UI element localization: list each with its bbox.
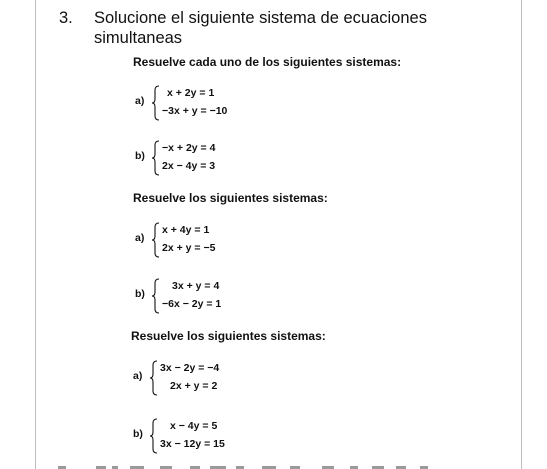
problem-label: a) <box>133 370 143 382</box>
problem-3b <box>133 418 333 454</box>
left-brace-icon <box>151 278 161 314</box>
right-margin-rule <box>521 0 522 469</box>
section-heading-2: Resuelve los siguientes sistemas: <box>133 191 328 205</box>
problem-label: b) <box>135 288 145 300</box>
problem-label: a) <box>135 95 145 107</box>
problem-label: a) <box>135 232 145 244</box>
left-brace-icon <box>151 222 161 258</box>
equation-1: x + 2y = 1 <box>167 87 215 99</box>
left-margin-rule <box>35 0 36 469</box>
problem-label: b) <box>133 428 143 440</box>
equation-2: −3x + y = −10 <box>162 105 228 117</box>
left-brace-icon <box>149 418 159 454</box>
section-heading-3: Resuelve los siguientes sistemas: <box>131 329 326 343</box>
equation-2: −6x − 2y = 1 <box>162 298 222 310</box>
left-brace-icon <box>151 85 161 121</box>
equation-1: −x + 2y = 4 <box>162 142 216 154</box>
equation-2: 2x + y = 2 <box>170 380 218 392</box>
question-title: Solucione el siguiente sistema de ecuaciones simultaneas <box>94 9 427 47</box>
section-heading-1: Resuelve cada uno de los siguientes sistemas: <box>133 55 402 69</box>
equation-2: 3x − 12y = 15 <box>160 438 225 450</box>
equation-1: x + 4y = 1 <box>162 224 210 236</box>
problem-2a <box>135 222 335 258</box>
problem-label: b) <box>135 150 145 162</box>
equation-2: 2x + y = −5 <box>162 242 216 254</box>
question-number: 3. <box>59 9 73 27</box>
equation-1: 3x + y = 4 <box>172 280 220 292</box>
cropped-text-fragment <box>0 464 547 469</box>
equation-2: 2x − 4y = 3 <box>162 160 216 172</box>
equation-1: 3x − 2y = −4 <box>160 362 220 374</box>
problem-1b <box>135 140 335 176</box>
equation-1: x − 4y = 5 <box>170 420 218 432</box>
left-brace-icon <box>151 140 161 176</box>
left-brace-icon <box>149 360 159 396</box>
problem-1a <box>135 85 335 121</box>
problem-3a <box>133 360 333 396</box>
problem-2b <box>135 278 335 314</box>
